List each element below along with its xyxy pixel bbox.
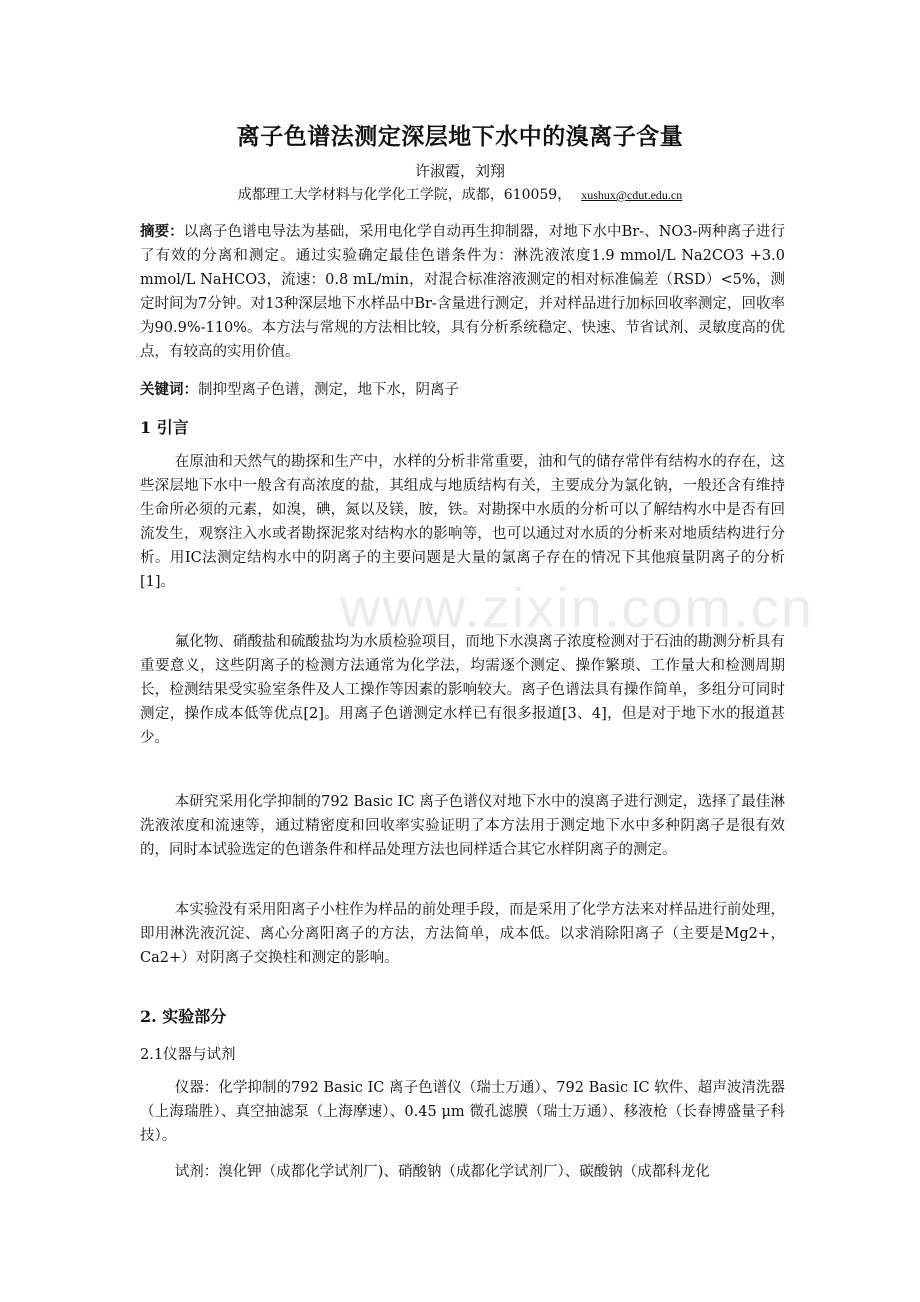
author-email-link[interactable]: xushux@cdut.edu.cn	[581, 188, 683, 202]
abstract	[140, 220, 785, 364]
section-1-heading: 1 引言	[140, 418, 189, 437]
section-1-paragraph-4: 本实验没有采用阳离子小柱作为样品的前处理手段，而是采用了化学方法来对样品进行前处理，即用淋洗液沉淀、离心分离阳离子的方法，方法简单，成本低。以求消除阳离子（主要是Mg2+， Ca2+）对阴离子交换柱和测定的影响。	[140, 902, 785, 966]
reagents-paragraph: 试剂：溴化钾（成都化学试剂厂)、硝酸钠（成都化学试剂厂）、碳酸钠（成都科龙化	[174, 1164, 710, 1180]
watermark: www.zixin.com.cn	[340, 576, 814, 639]
keywords-label: 关键词：	[140, 381, 198, 398]
abstract-label: 摘要：	[140, 223, 184, 240]
paper-title: 离子色谱法测定深层地下水中的溴离子含量	[236, 123, 684, 150]
paper-authors: 许淑霞，刘翔	[414, 162, 505, 180]
section-1-paragraph-2: 氟化物、硝酸盐和硫酸盐均为水质检验项目，而地下水溴离子浓度检测对于石油的勘测分析具有重要意义，这些阴离子的检测方法通常为化学法，均需逐个测定、操作繁琐、工作量大和检测周期长，检测结果受实验室条件及人工操作等因素的影响较大。离子色谱法具有操作简单，多组分可同时测定，操作成本低等优点[2]。用离子色谱测定水样已有很多报道[3、4]，但是对于地下水的报道甚少。	[140, 634, 785, 746]
section-1-paragraph-3: 本研究采用化学抑制的792 Basic IC 离子色谱仪对地下水中的溴离子进行测定，选择了最佳淋洗液浓度和流速等，通过精密度和回收率实验证明了本方法用于测定地下水中多种阴离子是很有效的，同时本试验选定的色谱条件和样品处理方法也同样适合其它水样阴离子的测定。	[140, 794, 785, 858]
instruments-paragraph: 仪器：化学抑制的792 Basic IC 离子色谱仪（瑞士万通）、792 Basic IC 软件、超声波清洗器（上海瑞胜）、真空抽滤泵（上海摩速）、0.45 μm 微孔滤膜（瑞士万通）、移液枪（长春博盛量子科技）。	[140, 1080, 785, 1144]
affiliation-text: 成都理工大学材料与化学化工学院，成都，610059，	[237, 187, 572, 203]
paper-affiliation	[0, 184, 920, 204]
subsection-2-1-heading: 2.1仪器与试剂	[140, 1047, 236, 1063]
section-1-paragraph-1: 在原油和天然气的勘探和生产中，水样的分析非常重要，油和气的储存常伴有结构水的存在，这些深层地下水中一般含有高浓度的盐，其组成与地质结构有关，主要成分为氯化钠，一般还含有维持生命所必须的元素，如溴，碘，氮以及镁，胺，铁。对勘探中水质的分析可以了解结构水中是否有回流发生，观察注入水或者勘探泥浆对结构水的影响等，也可以通过对水质的分析来对地质结构进行分析。用IC法测定结构水中的阴离子的主要问题是大量的氯离子存在的情况下其他痕量阴离子的分析[1]。	[140, 454, 785, 590]
abstract-text: 以离子色谱电导法为基础，采用电化学自动再生抑制器，对地下水中Br-、NO3-两种离子进行了有效的分离和测定。通过实验确定最佳色谱条件为：淋洗液浓度1.9 mmol/L Na2CO3 +3.0 mmol/L NaHCO3，流速：0.8 mL/min，对混合标准溶液测定的相对标准偏差（RSD）<5%，测定时间为7分钟。对13种深层地下水样品中Br-含量进行测定，并对样品进行加标回收率测定，回收率为90.9%-110%。本方法与常规的方法相比较，具有分析系统稳定、快速、节省试剂、灵敏度高的优点，有较高的实用价值。	[140, 224, 785, 360]
keywords	[140, 378, 785, 402]
section-2-heading: 2. 实验部分	[140, 1007, 227, 1026]
keywords-text: 制抑型离子色谱，测定，地下水，阴离子	[198, 382, 459, 398]
